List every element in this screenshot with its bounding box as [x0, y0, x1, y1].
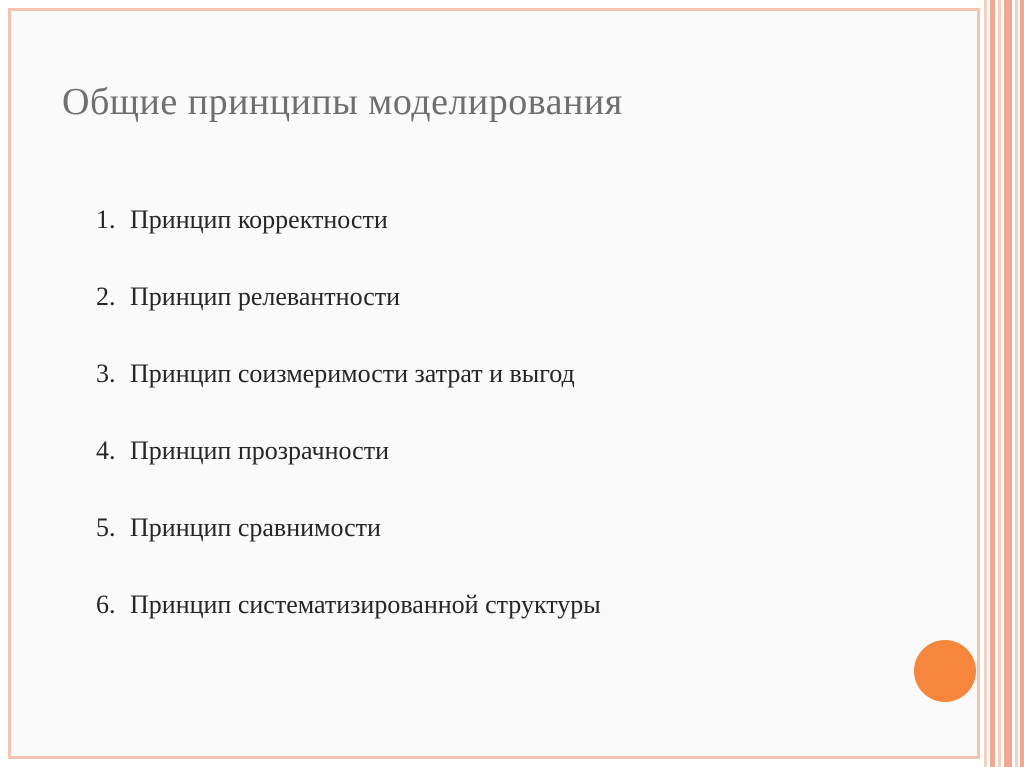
decorative-stripes: [980, 0, 1024, 767]
stripe: [1020, 0, 1024, 767]
stripe: [998, 0, 1001, 767]
list-item: [96, 431, 601, 508]
stripe: [990, 0, 995, 767]
item-number: 3.: [96, 359, 116, 388]
item-text: Принцип прозрачности: [130, 436, 389, 465]
stripe: [1004, 0, 1012, 767]
item-number: 5.: [96, 513, 116, 542]
accent-circle: [914, 640, 976, 702]
principles-list: [96, 200, 601, 662]
item-text: Принцип корректности: [130, 205, 388, 234]
list-item: [96, 200, 601, 277]
slide-title: Общие принципы моделирования: [62, 81, 623, 123]
list-item: [96, 508, 601, 585]
item-number: 1.: [96, 205, 116, 234]
stripe: [1015, 0, 1018, 767]
stripe: [984, 0, 987, 767]
list-item: [96, 585, 601, 662]
item-number: 6.: [96, 590, 116, 619]
list-item: [96, 354, 601, 431]
item-text: Принцип соизмеримости затрат и выгод: [130, 359, 575, 388]
item-number: 4.: [96, 436, 116, 465]
item-text: Принцип релевантности: [130, 282, 401, 311]
item-text: Принцип сравнимости: [130, 513, 381, 542]
list-item: [96, 277, 601, 354]
item-number: 2.: [96, 282, 116, 311]
item-text: Принцип систематизированной структуры: [130, 590, 601, 619]
